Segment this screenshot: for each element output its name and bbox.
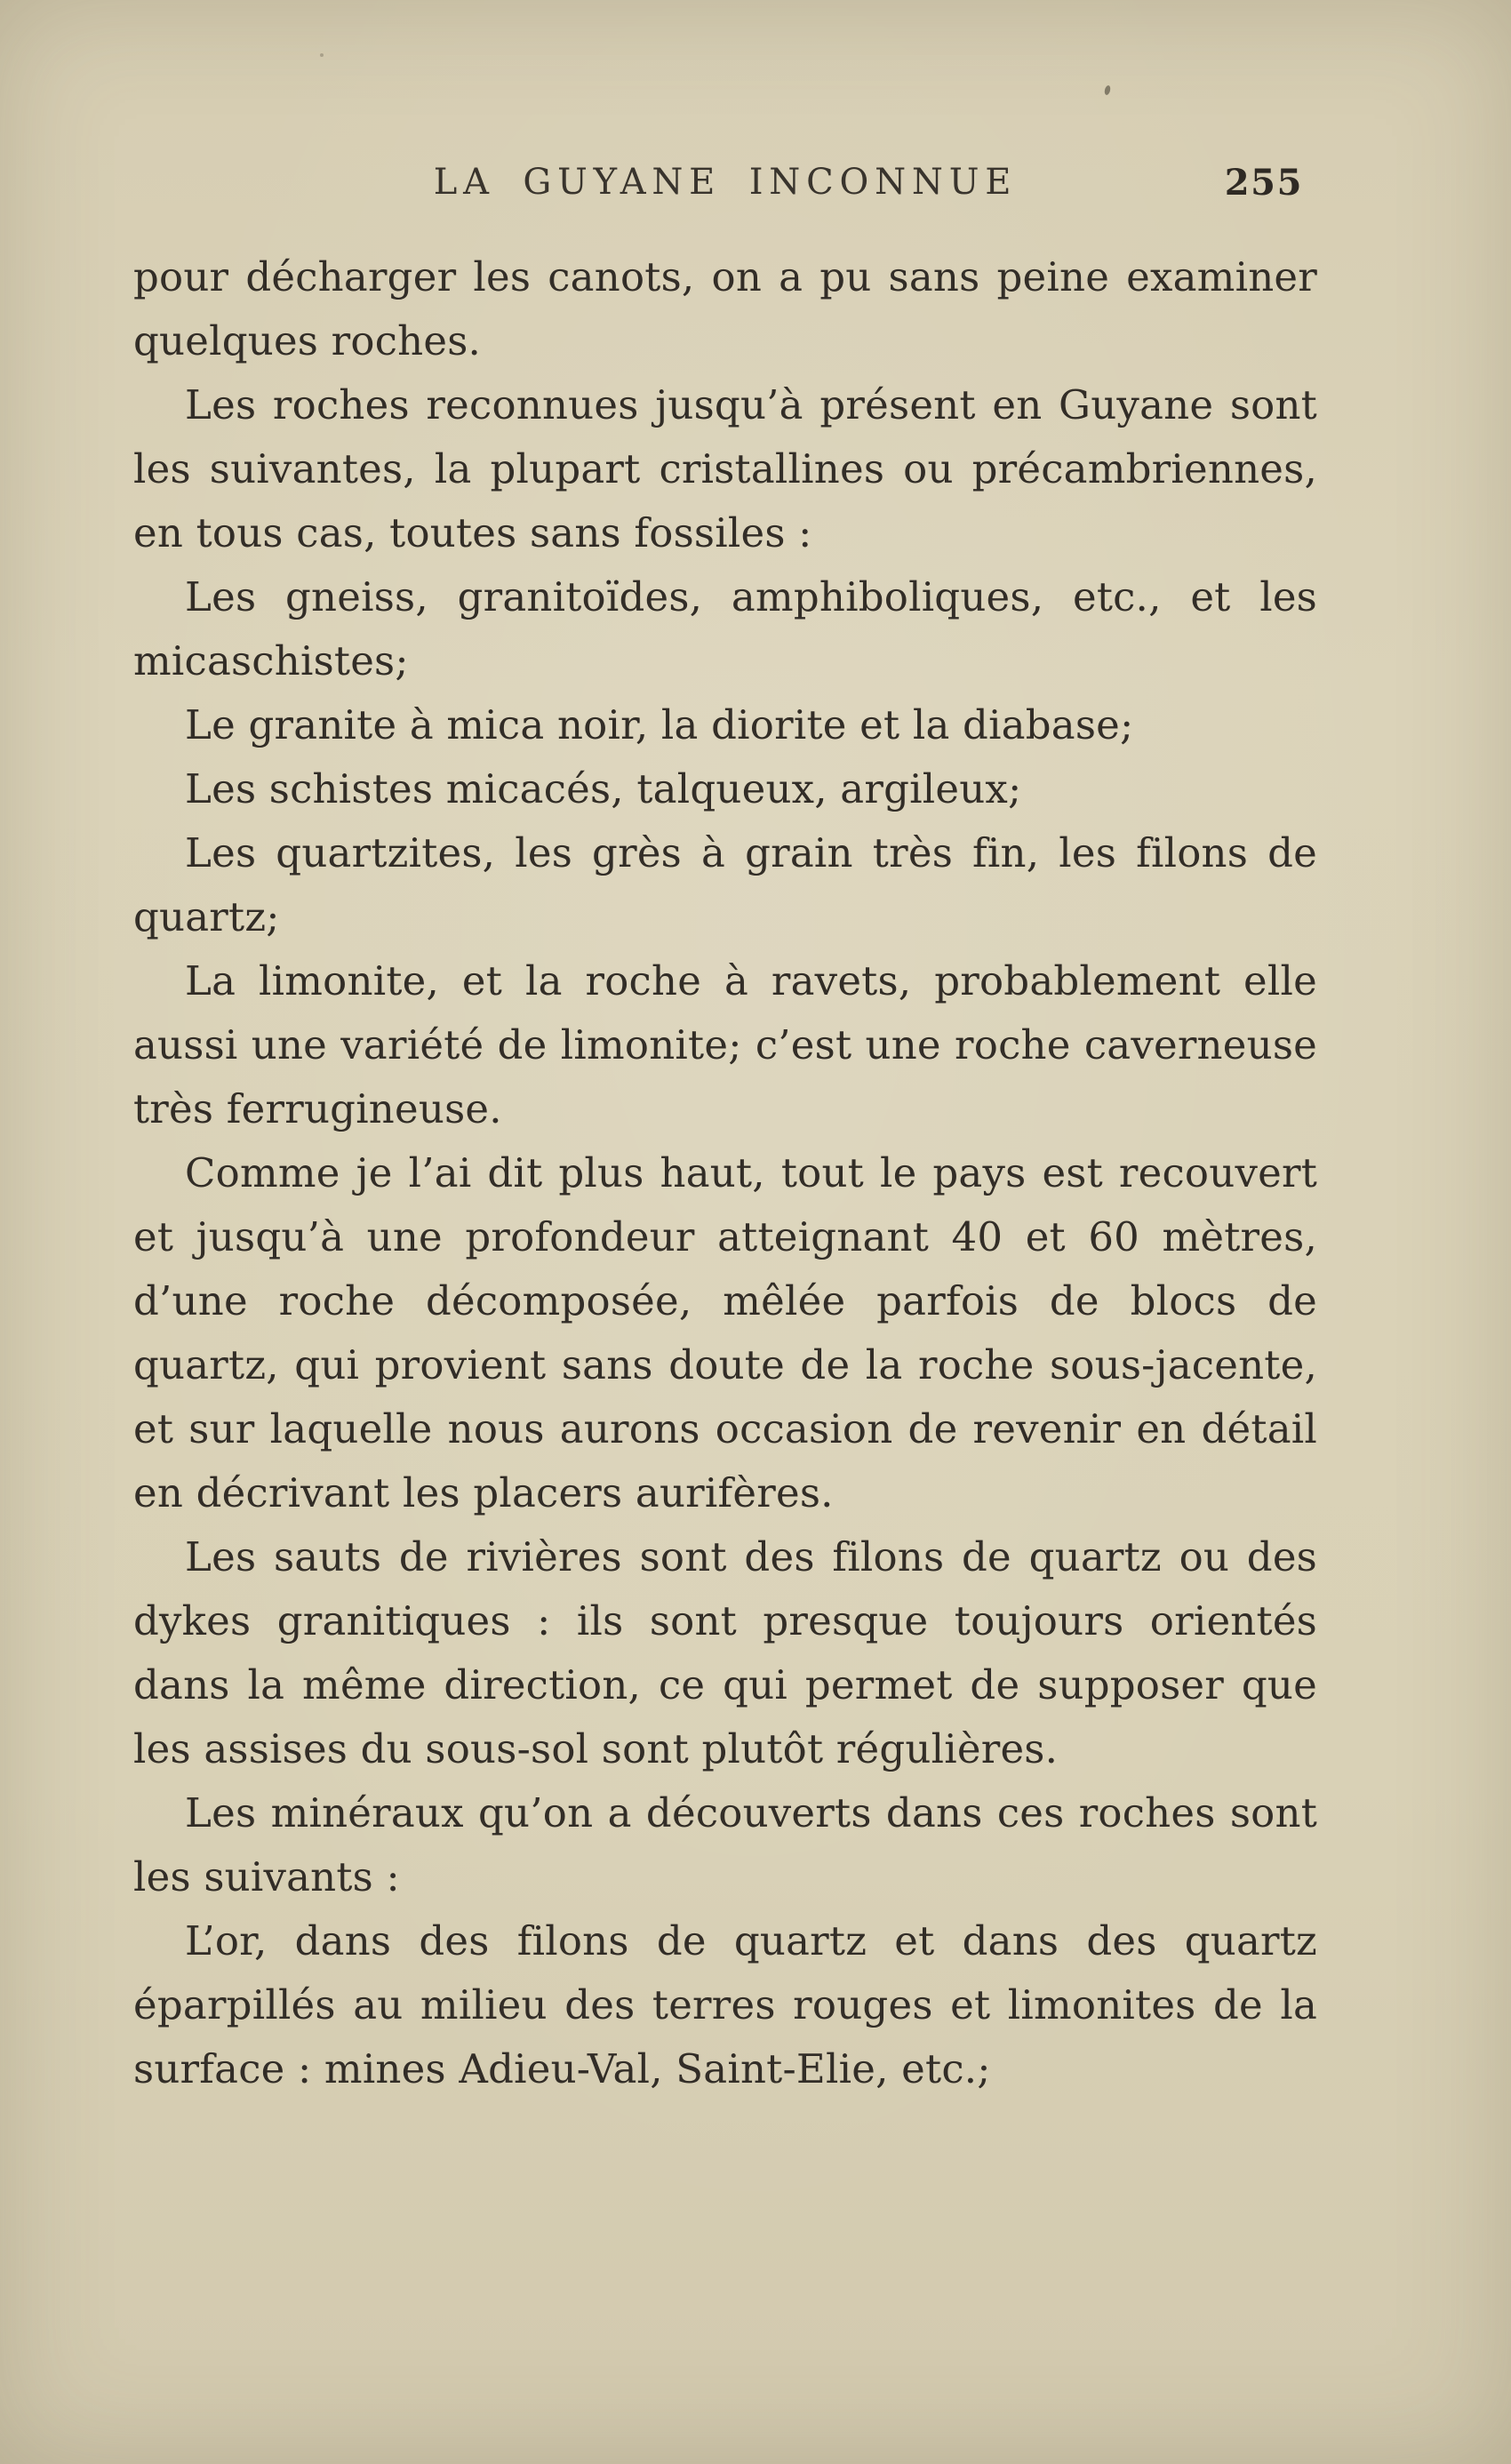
running-header bbox=[133, 162, 1317, 215]
paragraph: La limonite, et la roche à ravets, probablement elle aussi une variété de limonite; c’est une roche caverneuse très ferrugineuse. bbox=[133, 957, 1317, 1132]
paragraph: L’or, dans des filons de quartz et dans des quartz éparpillés au milieu des terres rouges et limonites de la surface : mines Adieu-Val, Saint-Elie, etc.; bbox=[133, 1917, 1317, 2092]
paragraph: Le granite à mica noir, la diorite et la diabase; bbox=[185, 701, 1134, 748]
paragraph: Les minéraux qu’on a découverts dans ces roches sont les suivants : bbox=[133, 1789, 1317, 1900]
header-title: LA GUYANE INCONNUE bbox=[433, 162, 1018, 203]
page-number: 255 bbox=[1224, 162, 1303, 204]
paragraph: Les quartzites, les grès à grain très fin, les filons de quartz; bbox=[133, 829, 1317, 940]
paragraph: Les roches reconnues jusqu’à présent en Guyane sont les suivantes, la plupart cristallines ou précambriennes, en tous cas, toutes sans fossiles : bbox=[133, 381, 1317, 556]
paragraph: Les schistes micacés, talqueux, argileux; bbox=[185, 765, 1022, 812]
scan-speck bbox=[320, 53, 324, 57]
page-body bbox=[133, 245, 1317, 2101]
paragraph: Les gneiss, granitoïdes, amphiboliques, etc., et les micaschistes; bbox=[133, 573, 1317, 684]
paragraph: pour décharger les canots, on a pu sans peine examiner quelques roches. bbox=[133, 253, 1317, 364]
paragraph: Comme je l’ai dit plus haut, tout le pays est recouvert et jusqu’à une profondeur atteignant 40 et 60 mètres, d’une roche décomposée, mêlée parfois de blocs de quartz, qui provient sans doute de la roche sous-jacente, et sur laquelle nous aurons occasion de revenir en détail en décrivant les placers aurifères. bbox=[133, 1149, 1317, 1516]
paragraph: Les sauts de rivières sont des filons de quartz ou des dykes granitiques : ils sont presque toujours orientés dans la même direction, ce qui permet de supposer que les assises du sous-sol sont plutôt régulières. bbox=[133, 1533, 1317, 1772]
scan-speck bbox=[1104, 84, 1111, 95]
